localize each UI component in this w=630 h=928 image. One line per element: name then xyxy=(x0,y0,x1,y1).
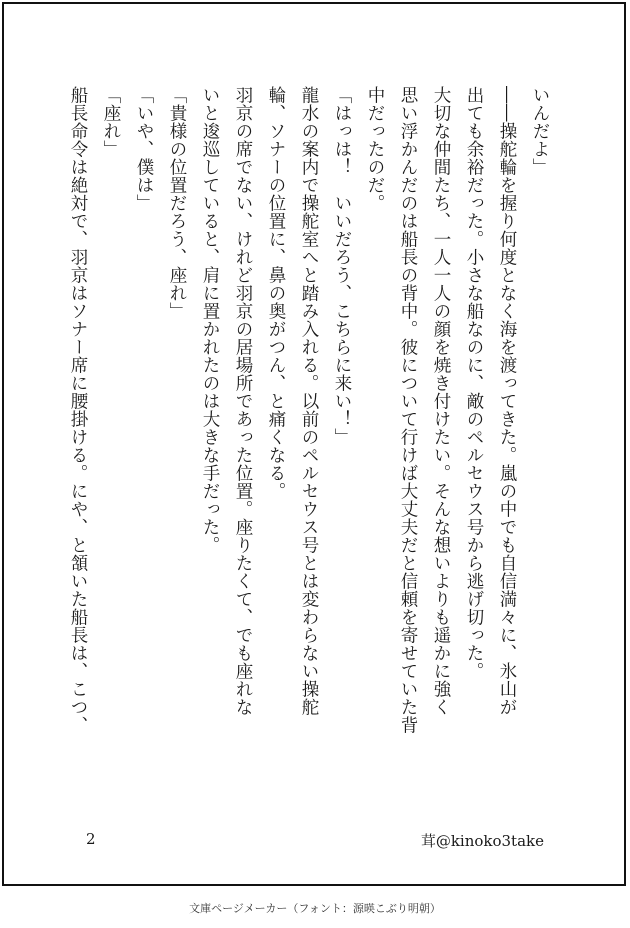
text-line: 龍水の案内で操舵室へと踏み入れる。以前のペルセウス号とは変わらない操舵 xyxy=(299,86,319,716)
text-line: ――操舵輪を握り何度となく海を渡ってきた。嵐の中でも自信満々に、氷山が xyxy=(497,86,517,716)
generator-credit: 文庫ページメーカー（フォント：源暎こぶり明朝） xyxy=(189,902,441,915)
text-line: 輪、ソナーの位置に、鼻の奥がつん、と痛くなる。 xyxy=(266,86,286,500)
text-line: いんだよ」 xyxy=(530,86,550,176)
author-handle: 茸@kinoko3take xyxy=(420,832,544,850)
text-line: 「はっは！ いいだろう、こちらに来い！」 xyxy=(332,86,352,446)
text-line: 大切な仲間たち、一人一人の顔を焼き付けたい。そんな想いよりも遥かに強く xyxy=(431,86,451,716)
text-line: 「いや、僕は」 xyxy=(134,86,154,212)
page-number: 2 xyxy=(86,830,96,848)
text-line: いと逡巡していると、肩に置かれたのは大きな手だった。 xyxy=(200,86,220,554)
text-line: 「貴様の位置だろう、座れ」 xyxy=(167,86,187,320)
text-line: 羽京の席でない、けれど羽京の居場所であった位置。座りたくて、でも座れな xyxy=(233,86,253,716)
text-line: 出ても余裕だった。小さな船なのに、敵のペルセウス号から逃げ切った。 xyxy=(464,86,484,680)
text-line: 思い浮かんだのは船長の背中。彼について行けば大丈夫だと信頼を寄せていた背 xyxy=(398,86,418,734)
text-line: 船長命令は絶対で、羽京はソナー席に腰掛ける。にや、と頷いた船長は、こつ、 xyxy=(68,86,88,734)
text-line: 中だったのだ。 xyxy=(365,86,385,212)
vertical-body-text xyxy=(61,86,556,806)
page-frame xyxy=(2,2,626,886)
text-line: 「座れ」 xyxy=(101,86,121,158)
